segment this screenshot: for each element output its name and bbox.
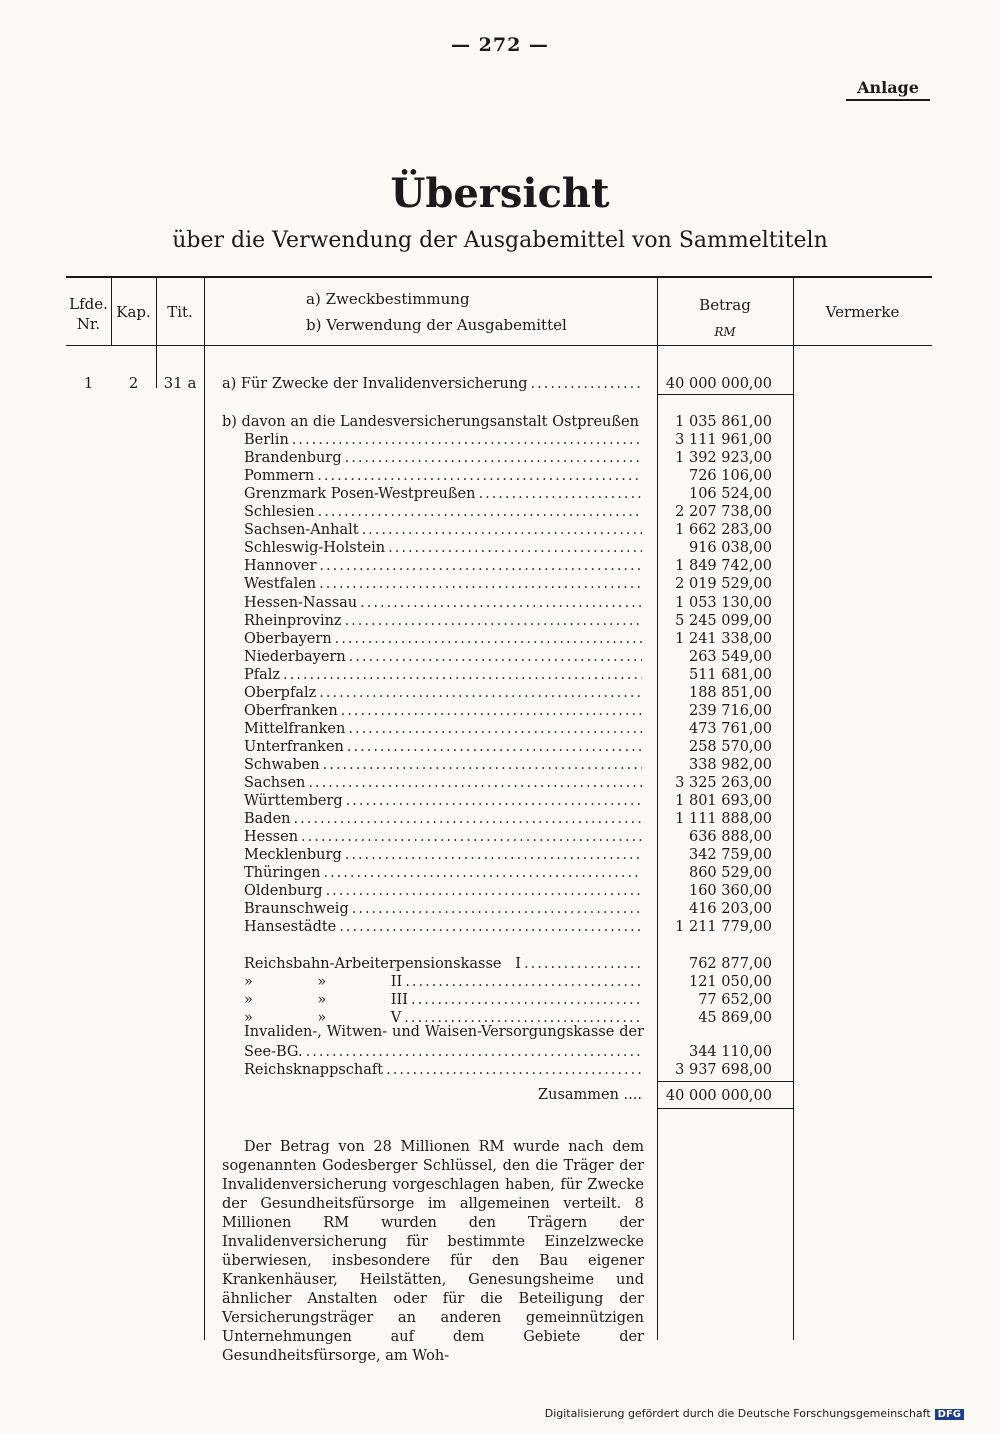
allocation-label: Sachsen xyxy=(244,775,306,791)
allocation-amount: 263 549,00 xyxy=(688,648,772,665)
allocation-row xyxy=(244,666,642,684)
allocation-amount: 3 325 263,00 xyxy=(675,775,772,791)
allocation-row xyxy=(244,900,642,918)
allocation-row xyxy=(244,864,642,882)
rail-pension-label: » » II xyxy=(244,974,403,991)
rail-pension-amount: 45 869,00 xyxy=(698,1010,772,1027)
invaliden-line1: Invaliden-, Witwen- und Waisen-Versorgungskasse der xyxy=(244,1024,644,1040)
allocation-amount: 473 761,00 xyxy=(688,720,772,737)
page-subtitle: über die Verwendung der Ausgabemittel von Sammeltiteln xyxy=(172,228,828,253)
allocation-label: Sachsen-Anhalt xyxy=(244,522,359,539)
allocation-row xyxy=(244,702,642,720)
allocation-amount: 188 851,00 xyxy=(688,684,772,701)
footer-text: Digitalisierung gefördert durch die Deutsche Forschungsgemeinschaft xyxy=(544,1407,931,1420)
rail-pension-amount: 762 877,00 xyxy=(688,956,772,972)
allocation-row xyxy=(244,630,642,648)
allocation-label: b) davon an die Landesversicherungsanstalt Ostpreußen xyxy=(222,414,639,430)
allocation-label: Brandenburg xyxy=(244,450,342,467)
knappschaft-amount: 3 937 698,00 xyxy=(675,1062,772,1078)
header-kap: Kap. xyxy=(116,303,151,321)
table-top-rule xyxy=(66,276,932,278)
allocation-amount: 160 360,00 xyxy=(688,883,772,900)
allocation-row xyxy=(244,431,642,449)
allocation-amount: 1 053 130,00 xyxy=(675,594,772,611)
allocation-label: Hansestädte xyxy=(244,919,337,936)
allocation-row xyxy=(244,918,642,936)
rail-pension-label: » » III xyxy=(244,992,408,1009)
allocation-label: Rheinprovinz xyxy=(244,612,342,629)
allocation-label: Pfalz xyxy=(244,666,281,683)
allocation-row xyxy=(244,882,642,900)
header-tit: Tit. xyxy=(167,303,193,321)
entry-kap: 2 xyxy=(128,374,139,392)
allocation-amount: 1 801 693,00 xyxy=(675,793,772,810)
allocation-amount: 416 203,00 xyxy=(688,901,772,918)
allocation-amount: 511 681,00 xyxy=(688,666,772,683)
allocation-row xyxy=(244,792,642,810)
header-purpose-a: a) Zweckbestimmung xyxy=(306,290,470,308)
allocation-row xyxy=(244,612,642,630)
allocation-label: Schwaben xyxy=(244,756,320,773)
allocation-amount: 860 529,00 xyxy=(688,865,772,882)
rail-pension-row xyxy=(244,991,642,1009)
allocation-label: Westfalen xyxy=(244,576,317,593)
allocation-label: Oberbayern xyxy=(244,630,332,647)
allocation-amount: 1 662 283,00 xyxy=(675,522,772,539)
dfg-logo: DFG xyxy=(935,1409,964,1420)
allocation-amount: 2 019 529,00 xyxy=(675,576,772,593)
amount-rule xyxy=(657,394,793,395)
allocation-amount: 1 111 888,00 xyxy=(675,811,772,828)
page-number: — 272 — xyxy=(451,34,549,56)
anlage-label: Anlage xyxy=(846,78,930,101)
header-unit: RM xyxy=(714,325,736,339)
rail-pension-row xyxy=(244,973,642,991)
rail-pension-label: Reichsbahn-Arbeiterpensionskasse I xyxy=(244,956,522,972)
allocation-row xyxy=(244,485,642,503)
col-divider xyxy=(657,278,658,1340)
allocation-label: Oberfranken xyxy=(244,702,338,719)
allocation-row xyxy=(244,467,642,485)
allocation-amount: 5 245 099,00 xyxy=(675,612,772,629)
allocation-label: Schleswig-Holstein xyxy=(244,540,386,557)
invaliden-row xyxy=(244,1043,642,1061)
allocation-label: Braunschweig xyxy=(244,901,349,918)
allocation-label: Unterfranken xyxy=(244,738,344,755)
page-title: Übersicht xyxy=(390,170,610,217)
header-purpose-b: b) Verwendung der Ausgabemittel xyxy=(306,316,567,334)
entry-lfd-nr: 1 xyxy=(83,374,94,392)
allocation-amount: 726 106,00 xyxy=(688,468,772,485)
allocation-row xyxy=(244,594,642,612)
allocation-amount: 1 211 779,00 xyxy=(675,919,772,936)
allocation-label: Württemberg xyxy=(244,793,343,810)
total-bottom-rule xyxy=(657,1108,793,1109)
entry-tit: 31 a xyxy=(163,374,197,392)
allocation-amount: 106 524,00 xyxy=(688,486,772,503)
allocation-label: Berlin xyxy=(244,432,289,449)
allocation-amount: 916 038,00 xyxy=(688,540,772,557)
allocation-label: Niederbayern xyxy=(244,648,346,665)
allocation-amount: 3 111 961,00 xyxy=(675,432,772,449)
header-vermerke: Vermerke xyxy=(825,303,900,321)
allocation-amount: 1 241 338,00 xyxy=(675,630,772,647)
rail-pension-amount: 77 652,00 xyxy=(698,992,772,1009)
col-divider xyxy=(793,278,794,1340)
allocation-amount: 239 716,00 xyxy=(688,702,772,719)
knappschaft-row xyxy=(244,1061,642,1079)
allocation-amount: 258 570,00 xyxy=(688,738,772,755)
allocation-amount: 636 888,00 xyxy=(688,829,772,846)
allocation-row xyxy=(244,521,642,539)
total-amount: 40 000 000,00 xyxy=(665,1088,772,1104)
allocation-label: Mecklenburg xyxy=(244,847,342,864)
allocation-row xyxy=(244,557,642,575)
allocation-label: Oberpfalz xyxy=(244,684,317,701)
allocation-amount: 1 392 923,00 xyxy=(675,450,772,467)
allocation-row xyxy=(244,828,642,846)
allocation-label: Mittelfranken xyxy=(244,720,346,737)
allocation-row xyxy=(222,413,642,431)
allocation-row xyxy=(244,774,642,792)
allocation-row xyxy=(244,846,642,864)
explanation-paragraph: Der Betrag von 28 Millionen RM wurde nach dem sogenannten Godesberger Schlüssel, den die Träger der Invalidenversicherung vorgeschlagen haben, für Zwecke der Gesundheitsfürsorge im allgemeinen verteilt. 8 Millionen RM wurden den Trägern der Invalidenversicherung für bestimmte Einzelzwecke überwiesen, insbesondere für den Bau eigener Krankenhäuser, Heilstätten, Genesungsheime und ähnlicher Anstalten oder für die Beteiligung der Versicherungsträger an anderen gemeinnützigen Unternehmungen auf dem Gebiete der Gesundheitsfürsorge, am Woh- xyxy=(222,1139,644,1364)
allocation-row xyxy=(244,684,642,702)
allocation-amount: 1 035 861,00 xyxy=(675,414,772,430)
purpose-row xyxy=(222,375,642,393)
allocation-label: Grenzmark Posen-Westpreußen xyxy=(244,486,476,503)
rail-pension-amount: 121 050,00 xyxy=(688,974,772,991)
allocation-row xyxy=(244,756,642,774)
allocation-amount: 1 849 742,00 xyxy=(675,558,772,575)
allocation-row xyxy=(244,503,642,521)
allocation-label: Baden xyxy=(244,811,291,828)
rail-pension-row xyxy=(244,955,642,973)
allocation-label: Pommern xyxy=(244,468,315,485)
header-lfd-nr: Lfde. Nr. xyxy=(69,295,108,333)
allocation-row xyxy=(244,575,642,593)
rail-pension-label: » » V xyxy=(244,1010,402,1027)
invaliden-amount: 344 110,00 xyxy=(688,1044,772,1060)
allocation-label: Hessen xyxy=(244,829,299,846)
allocation-row xyxy=(244,539,642,557)
allocation-label: Hannover xyxy=(244,558,317,575)
allocation-row xyxy=(244,648,642,666)
allocation-label: Oldenburg xyxy=(244,883,323,900)
allocation-label: Thüringen xyxy=(244,865,321,882)
allocation-amount: 338 982,00 xyxy=(688,756,772,773)
header-betrag: Betrag xyxy=(699,296,751,314)
allocation-row xyxy=(244,449,642,467)
allocation-row xyxy=(244,720,642,738)
purpose-label: a) Für Zwecke der Invalidenversicherung xyxy=(222,376,528,392)
allocation-amount: 342 759,00 xyxy=(688,847,772,864)
col-divider xyxy=(204,278,205,1340)
allocation-row xyxy=(244,738,642,756)
col-divider xyxy=(156,278,157,388)
allocation-label: Hessen-Nassau xyxy=(244,594,358,611)
knappschaft-label: Reichsknappschaft xyxy=(244,1062,384,1078)
allocation-row xyxy=(244,810,642,828)
allocation-amount: 2 207 738,00 xyxy=(675,504,772,521)
purpose-amount: 40 000 000,00 xyxy=(665,376,772,392)
allocation-label: Schlesien xyxy=(244,504,315,521)
invaliden-line2: See-BG. xyxy=(244,1044,303,1060)
table-header-rule xyxy=(66,345,932,346)
total-label: Zusammen .... xyxy=(538,1087,642,1103)
footer-credit xyxy=(545,1407,964,1420)
total-rule xyxy=(657,1081,793,1082)
